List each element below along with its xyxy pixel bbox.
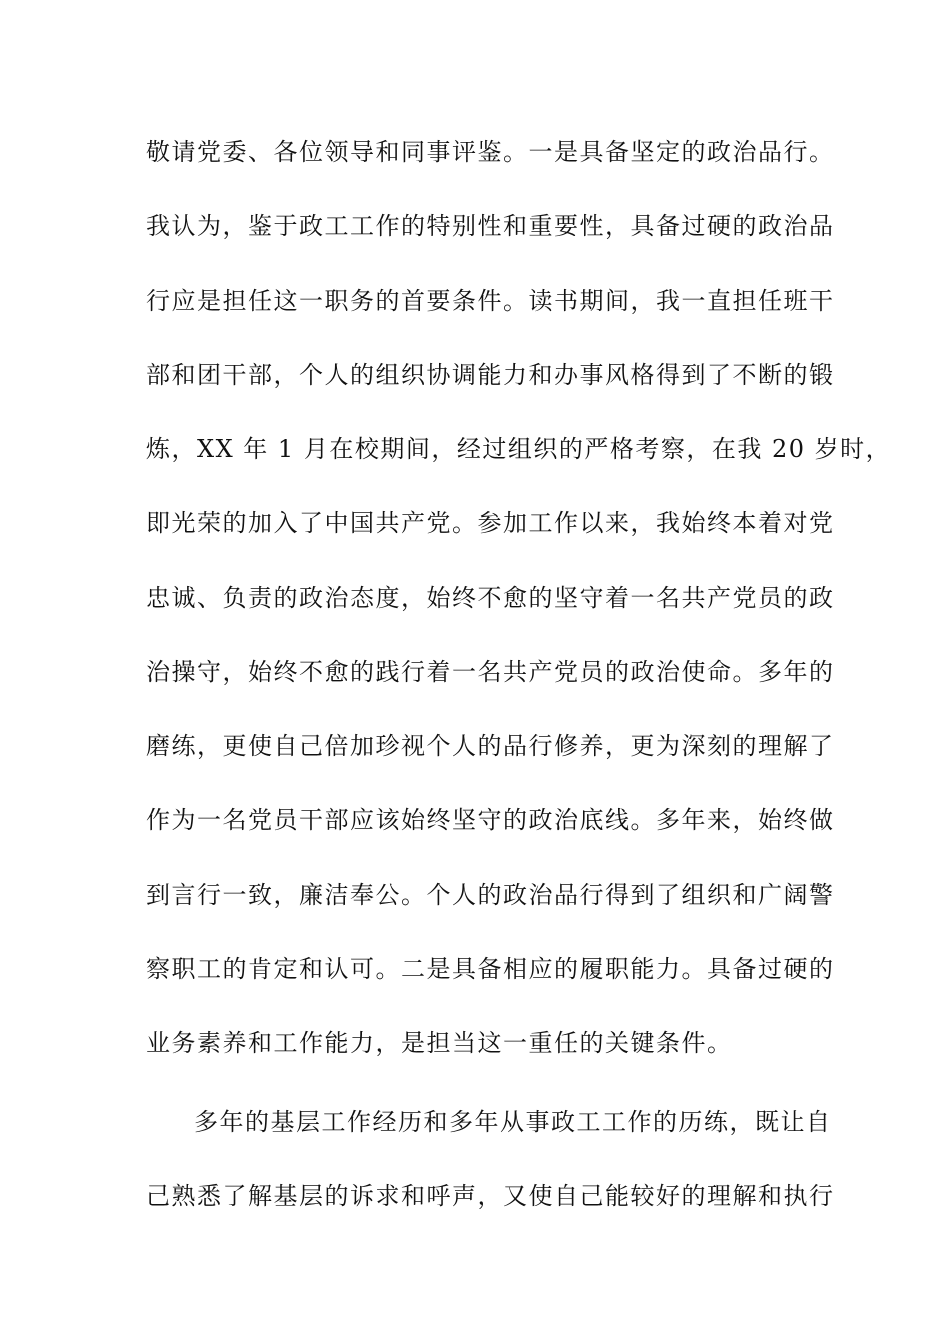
text-line: 治操守，始终不愈的践行着一名共产党员的政治使命。多年的 [146, 658, 835, 686]
text-line: 敬请党委、各位领导和同事评鉴。一是具备坚定的政治品行。 [146, 138, 835, 166]
text-line: 即光荣的加入了中国共产党。参加工作以来，我始终本着对党 [146, 509, 835, 537]
text-line: 行应是担任这一职务的首要条件。读书期间，我一直担任班干 [146, 287, 835, 315]
text-line: 到言行一致，廉洁奉公。个人的政治品行得到了组织和广阔警 [146, 881, 835, 909]
text-line: 察职工的肯定和认可。二是具备相应的履职能力。具备过硬的 [146, 955, 835, 983]
text-line: 磨练，更使自己倍加珍视个人的品行修养，更为深刻的理解了 [146, 732, 835, 760]
text-line: 部和团干部，个人的组织协调能力和办事风格得到了不断的锻 [146, 361, 835, 389]
text-line: 忠诚、负责的政治态度，始终不愈的坚守着一名共产党员的政 [146, 584, 835, 612]
paragraph-first-line: 多年的基层工作经历和多年从事政工工作的历练，既让自 [194, 1108, 832, 1136]
text-line: 业务素养和工作能力，是担当这一重任的关键条件。 [146, 1029, 733, 1057]
text-line: 炼，XX 年 1 月在校期间，经过组织的严格考察，在我 20 岁时， [146, 435, 892, 463]
text-line: 己熟悉了解基层的诉求和呼声，又使自己能较好的理解和执行 [146, 1182, 835, 1210]
text-line: 作为一名党员干部应该始终坚守的政治底线。多年来，始终做 [146, 806, 835, 834]
text-line: 我认为，鉴于政工工作的特别性和重要性，具备过硬的政治品 [146, 212, 835, 240]
